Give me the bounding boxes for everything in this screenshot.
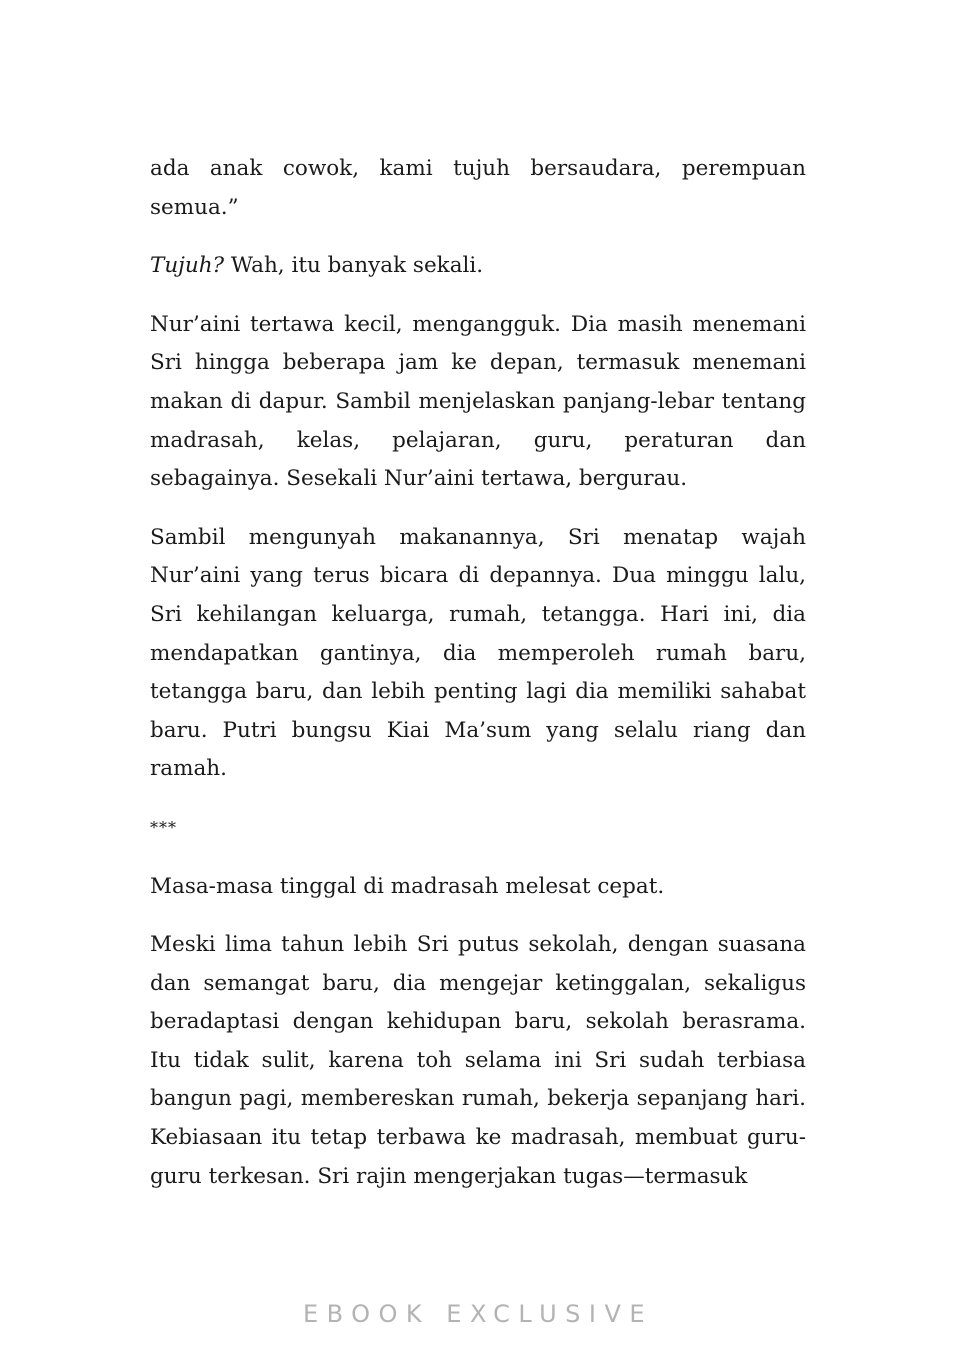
paragraph-2-text: Wah, itu banyak sekali. [224, 253, 484, 279]
paragraph-5: Masa-masa tinggal di madrasah melesat cepat. [150, 873, 665, 899]
italic-word: Tujuh? [150, 253, 225, 279]
paragraph-4: Sambil mengunyah makanannya, Sri menatap wajah Nur’aini yang terus bicara di depannya. Dua minggu lalu, Sri kehilangan keluarga, rumah, tetangga. Hari ini, dia mendapatkan gantinya, dia memperoleh rumah baru, tetangga baru, dan lebih penting lagi dia memiliki sahabat baru. Putri bungsu Kiai Ma’sum yang selalu riang dan ramah. [150, 524, 806, 782]
footer-watermark: EBOOK EXCLUSIVE [302, 1300, 654, 1328]
page-body [150, 150, 806, 1216]
scene-break: *** [150, 817, 177, 837]
paragraph-1: ada anak cowok, kami tujuh bersaudara, perempuan semua.” [150, 156, 806, 220]
paragraph-6: Meski lima tahun lebih Sri putus sekolah, dengan suasana dan semangat baru, dia mengejar ketinggalan, sekaligus beradaptasi dengan kehidupan baru, sekolah berasrama. Itu tidak sulit, karena toh selama ini Sri sudah terbiasa bangun pagi, membereskan rumah, bekerja sepanjang hari. Kebiasaan itu tetap terbawa ke madrasah, membuat guru-guru terkesan. Sri rajin mengerjakan tugas—termasuk [150, 932, 806, 1189]
paragraph-3: Nur’aini tertawa kecil, mengangguk. Dia masih menemani Sri hingga beberapa jam ke depan, termasuk menemani makan di dapur. Sambil menjelaskan panjang-lebar tentang madrasah, kelas, pelajaran, guru, peraturan dan sebagainya. Sesekali Nur’aini tertawa, bergurau. [150, 311, 806, 492]
paragraph-2 [150, 247, 806, 286]
